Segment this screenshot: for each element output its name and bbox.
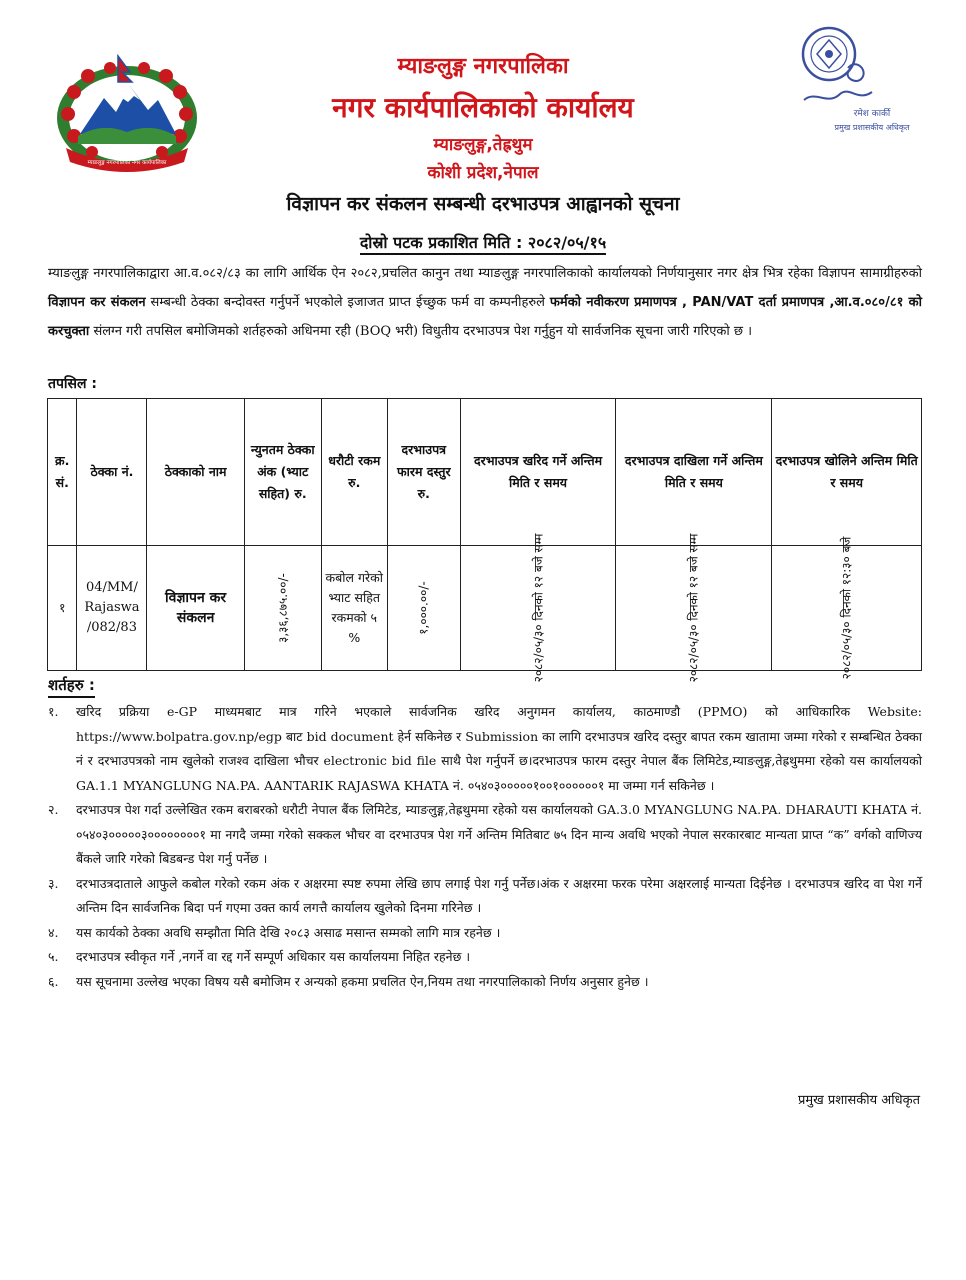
- publication-date: [0, 231, 966, 253]
- cell-deposit: कबोल गरेको भ्याट सहित रकमको ५ %: [321, 546, 387, 671]
- intro-bold-2: फर्मको नवीकरण प्रमाणपत्र , PAN/VAT दर्ता प्रमाणपत्र ,आ.व.०८०/८१ को करचुक्ता: [48, 295, 922, 339]
- term-number: ६.: [48, 973, 59, 989]
- bid-details-table: [47, 398, 922, 683]
- list-item: [48, 872, 922, 921]
- province-country: कोशी प्रदेश,नेपाल: [427, 163, 539, 183]
- emblem-ribbon-text: म्याङलुङ्ग नगरपालिका नगर कार्यपालिका: [87, 160, 167, 166]
- cell-form-fee: [387, 546, 460, 671]
- intro-paragraph: [48, 259, 922, 346]
- intro-bold-1: विज्ञापन कर संकलन: [48, 295, 146, 310]
- term-number: १.: [48, 704, 59, 719]
- intro-text-3: संलग्न गरी तपसिल बमोजिमको शर्तहरुको अधिनमा रही (BOQ भरी) विधुतीय दरभाउपत्र पेश गर्नुहुन यो सार्वजनिक सूचना जारी गरिएको छ ।: [89, 324, 753, 339]
- cell-serial: १: [48, 546, 77, 671]
- intro-text-1: म्याङलुङ्ग नगरपालिकाद्वारा आ.व.०८२/८३ का लागि आर्थिक ऐन २०८२,प्रचलित कानुन तथा म्याङलुङ्ग नगरपालिकाको कार्यालयको निर्णयानुसार नगर क्षेत्र भित्र रहेका विज्ञापन सामाग्रीहरुको: [48, 266, 922, 281]
- term-number: ४.: [48, 924, 59, 940]
- office-name: नगर कार्यपालिकाको कार्यालय: [332, 91, 634, 124]
- cell-submission-deadline: [616, 533, 772, 683]
- term-text: दरभाउत्रदाताले आफुले कबोल गरेको रकम अंक र अक्षरमा स्पष्ट रुपमा लेखि छाप लगाई पेश गर्नु पर्नेछ।अंक र अक्षरमा फरक परेमा अक्षरलाई मान्यता दिईनेछ । दरभाउपत्र खरिद वा पेश गर्ने अन्तिम दिन सार्वजनिक बिदा पर्न गएमा उक्त कार्य लगत्तै कार्यालय खुलेको दिनमा गरिनेछ ।: [76, 875, 922, 915]
- list-item: [48, 970, 922, 995]
- signature-designation: प्रमुख प्रशासकीय अधिकृत: [797, 1093, 920, 1108]
- term-number: ३.: [48, 875, 59, 891]
- form-fee-value: १,०००.००/-: [416, 581, 431, 635]
- cell-opening-date: [772, 536, 922, 680]
- header-deposit: धरौटी रकम रु.: [321, 399, 387, 546]
- terms-list: [48, 700, 922, 994]
- list-item: [48, 921, 922, 946]
- stamp-role: प्रमुख प्रशासकीय अधिकृत: [834, 123, 910, 132]
- cell-min-amount: [244, 546, 321, 671]
- header-submission-deadline: दरभाउपत्र दाखिला गर्ने अन्तिम मिति र समय: [616, 399, 772, 546]
- list-item: [48, 798, 922, 872]
- submission-deadline-value: २०८२/०५/३० दिनको १२ बजे सम्म: [686, 533, 701, 683]
- list-item: [48, 700, 922, 798]
- term-number: २.: [48, 802, 59, 817]
- intro-text-2: सम्बन्धी ठेक्का बन्दोवस्त गर्नुपर्ने भएकोले इजाजत प्राप्त ईच्छुक फर्म वा कम्पनीहरुले: [145, 295, 550, 310]
- list-item: [48, 945, 922, 970]
- header-serial: क्र. सं.: [48, 399, 77, 546]
- term-text: खरिद प्रक्रिया e-GP माध्यमबाट मात्र गरिने भएकाले सार्वजनिक खरिद अनुगमन कार्यालय, काठमाण्डौ (PPMO) को आधिकारिक Website: https://www.bolpatra.gov.np/egp बाट bid document हेर्न सकिनेछ र Submission का लागि दरभाउपत्र खरिद दस्तुर बापत रकम खातामा जम्मा गरेको र सम्बन्धित ठेक्का नं र दरभाउपत्रको नाम खुलेको राजश्व दाखिला भौचर electronic bid file साथै पेश गर्नुपर्ने छ।दरभाउपत्र फारम दस्तुर नेपाल बैंक लिमिटेड,म्याङलुङ्ग,तेह्रथुममा रहेको यस कार्यालयको GA.1.1 MYANGLUNG NA.PA. AANTARIK RAJASWA KHATA नं. ०५४०३०००००१००१००००००१ मा जम्मा गर्न सकिनेछ ।: [76, 704, 922, 793]
- publication-date-text: दोस्रो पटक प्रकाशित मिति : २०८२/०५/१५: [360, 233, 606, 255]
- cell-purchase-deadline: [460, 533, 616, 683]
- cell-contract-no: 04/MM/ Rajaswa /082/83: [77, 546, 147, 671]
- cell-contract-name: विज्ञापन कर संकलन: [147, 546, 244, 671]
- office-address: म्याङलुङ्ग,तेह्रथुम: [433, 135, 533, 155]
- header-min-amount: न्युनतम ठेक्का अंक (भ्याट सहित) रु.: [244, 399, 321, 546]
- term-text: दरभाउपत्र स्वीकृत गर्ने ,नगर्ने वा रद्द गर्ने सम्पूर्ण अधिकार यस कार्यालयमा निहित रहनेछ ।: [76, 949, 471, 964]
- details-label: तपसिल :: [48, 376, 97, 392]
- table-header-row: [48, 399, 922, 546]
- header-contract-name: ठेक्काको नाम: [147, 399, 244, 546]
- header-opening-date: दरभाउपत्र खोलिने अन्तिम मिति र समय: [772, 399, 922, 546]
- term-text: दरभाउपत्र पेश गर्दा उल्लेखित रकम बराबरको धरौटी नेपाल बैंक लिमिटेड, म्याङलुङ्ग,तेह्रथुममा रहेको यस कार्यालयको GA.3.0 MYANGLUNG NA.PA. DHARAUTI KHATA नं. ०५४०३०००००३००००००००१ मा नगदै जम्मा गरेको सक्कल भौचर वा दरभाउपत्र पेश गर्ने अन्तिम मितिबाट ७५ दिन मान्य अवधि भएको नेपाल सरकारबाट मान्यता प्राप्त “क” वर्गको वाणिज्य बैंकले जारि गरेको बिडबन्ड पेश गर्नु पर्नेछ ।: [76, 802, 922, 866]
- notice-title: विज्ञापन कर संकलन सम्बन्धी दरभाउपत्र आह्वानको सूचना: [286, 193, 680, 215]
- opening-date-value: २०८२/०५/३० दिनको १२:३० बजे: [839, 536, 854, 680]
- header-form-fee: दरभाउपत्र फारम दस्तुर रु.: [387, 399, 460, 546]
- municipality-name: म्याङलुङ्ग नगरपालिका: [397, 54, 569, 79]
- table-row: [48, 546, 922, 671]
- term-text: यस सूचनामा उल्लेख भएका विषय यसै बमोजिम र अन्यको हकमा प्रचलित ऐन,नियम तथा नगरपालिकाको निर्णय अनुसार हुनेछ ।: [76, 973, 649, 989]
- term-text: यस कार्यको ठेक्का अवधि सम्झौता मिति देखि २०८३ असाढ मसान्त सम्मको लागि मात्र रहनेछ ।: [76, 924, 501, 940]
- header-contract-no: ठेक्का नं.: [77, 399, 147, 546]
- term-number: ५.: [48, 949, 59, 964]
- terms-heading: शर्तहरु :: [48, 675, 95, 698]
- purchase-deadline-value: २०८२/०५/३० दिनको १२ बजे सम्म: [531, 533, 546, 683]
- stamp-name: रमेश कार्की: [853, 109, 891, 119]
- header-purchase-deadline: दरभाउपत्र खरिद गर्ने अन्तिम मिति र समय: [460, 399, 616, 546]
- min-amount-value: ३,३६,८७५.००/-: [275, 573, 290, 643]
